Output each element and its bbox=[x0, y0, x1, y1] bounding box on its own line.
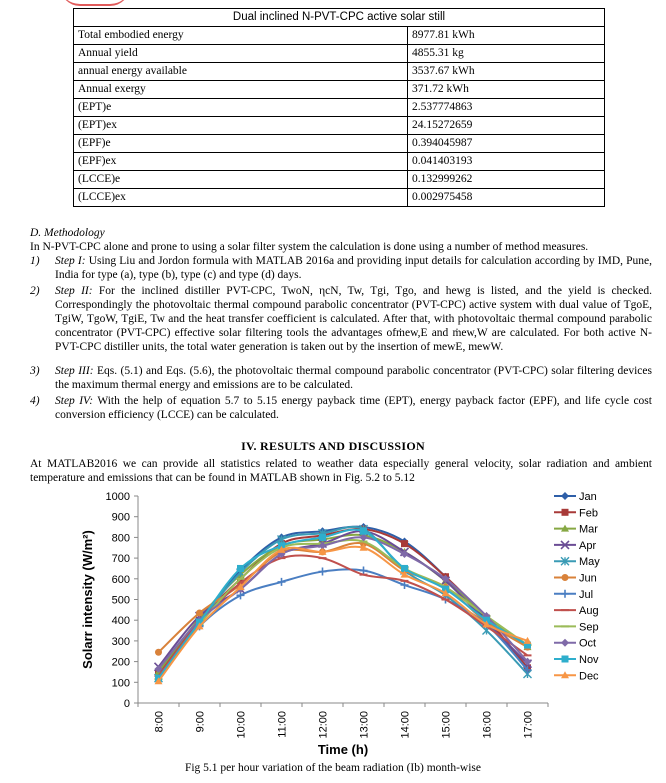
y-tick-label: 800 bbox=[111, 532, 130, 545]
table-row bbox=[74, 81, 605, 99]
table-title: Dual inclined N-PVT-CPC active solar still bbox=[74, 9, 605, 27]
step-number: 3) bbox=[30, 365, 40, 377]
table-row bbox=[74, 153, 605, 171]
table-cell-label: (EPT)e bbox=[74, 99, 408, 117]
y-tick-label: 700 bbox=[111, 553, 130, 566]
table-title-row bbox=[74, 9, 605, 27]
table-cell-value: 0.002975458 bbox=[408, 189, 605, 207]
figure-caption: Fig 5.1 per hour variation of the beam radiation (Ib) month-wise bbox=[184, 762, 482, 774]
data-point-nov bbox=[237, 565, 244, 572]
step-number: 4) bbox=[30, 395, 40, 407]
table-row bbox=[74, 99, 605, 117]
table-row bbox=[74, 117, 605, 135]
step-text: Eqs. (5.1) and Eqs. (5.6), the photovoltaic thermal compound parabolic concentrator (PVT-CPC) solar filtering devices the maximum thermal energy and emissions are to be calculated. bbox=[55, 365, 652, 391]
x-tick-label: 8:00 bbox=[153, 711, 166, 733]
table-cell-value: 0.041403193 bbox=[408, 153, 605, 171]
table-cell-value: 371.72 kWh bbox=[408, 81, 605, 99]
data-point-jul bbox=[319, 568, 327, 576]
methodology-intro: In N-PVT-CPC alone and prone to using a solar filter system the calculation is done using a number of method measures. bbox=[30, 241, 589, 253]
table-cell-label: Annual exergy bbox=[74, 81, 408, 99]
table-cell-label: Total embodied energy bbox=[74, 27, 408, 45]
legend-label-mar: Mar bbox=[579, 523, 598, 536]
legend-label-may: May bbox=[579, 556, 600, 569]
table-row bbox=[74, 135, 605, 153]
series-line-jun bbox=[159, 543, 528, 652]
step-label: Step III: bbox=[55, 365, 94, 377]
table-cell-value: 24.15272659 bbox=[408, 117, 605, 135]
legend-marker-jun bbox=[562, 574, 569, 581]
table-cell-label: (EPF)ex bbox=[74, 153, 408, 171]
series-line-apr bbox=[159, 531, 528, 667]
x-tick-label: 17:00 bbox=[522, 711, 535, 739]
legend-label-dec: Dec bbox=[579, 670, 599, 683]
step-3 bbox=[30, 364, 652, 392]
table-cell-label: (LCCE)e bbox=[74, 171, 408, 189]
properties-table bbox=[73, 8, 605, 207]
legend-label-jul: Jul bbox=[579, 588, 594, 601]
table-row bbox=[74, 27, 605, 45]
y-tick-label: 200 bbox=[111, 656, 130, 669]
legend-label-sep: Sep bbox=[579, 621, 599, 634]
table-cell-label: (EPF)e bbox=[74, 135, 408, 153]
y-tick-label: 400 bbox=[111, 615, 130, 628]
results-text: At MATLAB2016 we can provide all statistics related to weather data especially general velocity, solar radiation and ambient temperature and emissions that can be found in MATLAB shown in Fig. 5.2 to 5.12 bbox=[30, 458, 652, 484]
y-tick-label: 500 bbox=[111, 594, 130, 607]
y-axis-label: Solarr intensity (W/m²) bbox=[80, 530, 95, 669]
results-heading: IV. RESULTS AND DISCUSSION bbox=[241, 439, 425, 453]
data-point-nov bbox=[360, 528, 367, 535]
table-cell-value: 3537.67 kWh bbox=[408, 63, 605, 81]
table-cell-label: (LCCE)ex bbox=[74, 189, 408, 207]
decorative-arc bbox=[60, 0, 130, 6]
y-tick-label: 1000 bbox=[105, 491, 130, 503]
legend-marker-feb bbox=[562, 509, 569, 516]
x-tick-label: 10:00 bbox=[235, 711, 248, 739]
x-tick-label: 15:00 bbox=[440, 711, 453, 739]
x-tick-label: 14:00 bbox=[399, 711, 412, 739]
table-cell-value: 0.394045987 bbox=[408, 135, 605, 153]
y-tick-label: 600 bbox=[111, 573, 130, 586]
solar-intensity-chart bbox=[78, 488, 638, 763]
data-point-jul bbox=[278, 578, 286, 586]
table-cell-label: annual energy available bbox=[74, 63, 408, 81]
step-label: Step IV: bbox=[55, 395, 94, 407]
step-4 bbox=[30, 394, 652, 422]
x-axis-label: Time (h) bbox=[317, 742, 369, 757]
x-tick-label: 12:00 bbox=[317, 711, 330, 739]
x-tick-label: 16:00 bbox=[481, 711, 494, 739]
table-cell-value: 2.537774863 bbox=[408, 99, 605, 117]
legend-label-feb: Feb bbox=[579, 507, 598, 520]
legend-marker-oct bbox=[561, 639, 569, 647]
legend-marker-nov bbox=[562, 656, 569, 663]
table-cell-label: (EPT)ex bbox=[74, 117, 408, 135]
data-point-jun bbox=[155, 649, 162, 656]
table-cell-label: Annual yield bbox=[74, 45, 408, 63]
y-tick-label: 300 bbox=[111, 635, 130, 648]
legend-label-jun: Jun bbox=[579, 572, 597, 585]
step-text: With the help of equation 5.7 to 5.15 energy payback time (EPT), energy payback factor (EPF), and life cycle cost conversion efficiency (LCCE) can be calculated. bbox=[55, 395, 652, 421]
table-cell-value: 0.132999262 bbox=[408, 171, 605, 189]
table-cell-value: 4855.31 kg bbox=[408, 45, 605, 63]
legend-label-aug: Aug bbox=[579, 605, 599, 618]
step-label: Step II: bbox=[55, 285, 93, 297]
series-line-aug bbox=[159, 555, 528, 676]
data-point-jun bbox=[196, 609, 203, 616]
table-row bbox=[74, 45, 605, 63]
data-point-nov bbox=[319, 534, 326, 541]
y-tick-label: 900 bbox=[111, 511, 130, 524]
step-label: Step I: bbox=[55, 255, 86, 267]
table-cell-value: 8977.81 kWh bbox=[408, 27, 605, 45]
table-row bbox=[74, 189, 605, 207]
step-text: Using Liu and Jordon formula with MATLAB 2016a and providing input details for calculation according by IMD, Pune, India for type (a), type (b), type (c) and type (d) days. bbox=[55, 255, 652, 281]
y-tick-label: 100 bbox=[111, 677, 130, 690]
table-row bbox=[74, 171, 605, 189]
step-text: For the inclined distiller PVT-CPC, TwoN, ηcN, Tw, Tgi, Tgo, and hewg is listed, and the yield is checked. Correspondingly the photovoltaic thermal compound parabolic concentrator (PVT-CPC) active system with dual value of TgoE, TgiW, TgoW, TgiE, Tw and the heat transfer coefficient is calculated. After that, with photovoltaic thermal compound parabolic concentrator (PVT-CPC) effective solar filtering tools the advantages ofṁew,E and ṁew,W are calculated. For both active N-PVT-CPC distiller units, the total water generation is taken out by the insertion of mewE, mewW. bbox=[55, 285, 652, 353]
step-1 bbox=[30, 254, 652, 282]
legend-label-apr: Apr bbox=[579, 539, 597, 552]
step-number: 1) bbox=[30, 255, 40, 267]
step-number: 2) bbox=[30, 285, 40, 297]
series-line-jul bbox=[159, 569, 528, 679]
step-2 bbox=[30, 284, 652, 354]
legend-marker-jul bbox=[561, 590, 569, 598]
legend-label-nov: Nov bbox=[579, 654, 599, 666]
data-point-feb bbox=[401, 540, 408, 547]
x-tick-label: 11:00 bbox=[276, 711, 289, 738]
legend-label-jan: Jan bbox=[579, 491, 597, 503]
x-tick-label: 9:00 bbox=[194, 711, 207, 733]
y-tick-label: 0 bbox=[123, 698, 130, 710]
legend-marker-jan bbox=[561, 492, 569, 500]
x-tick-label: 13:00 bbox=[358, 711, 371, 739]
table-row bbox=[74, 63, 605, 81]
methodology-heading: D. Methodology bbox=[30, 227, 105, 239]
legend-label-oct: Oct bbox=[579, 637, 597, 650]
